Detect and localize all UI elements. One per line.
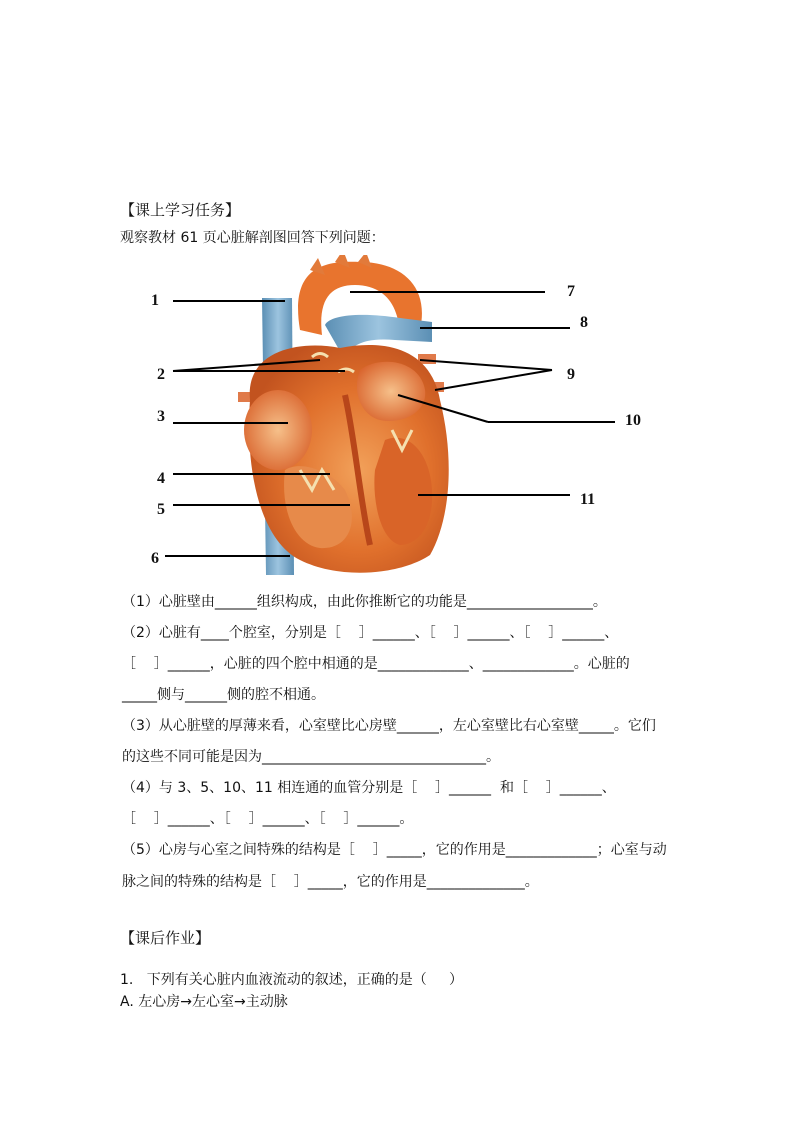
label-5: 5 — [157, 501, 165, 518]
question-4-line-1: （4）与 3、5、10、11 相连通的血管分别是［ ］______ 和［ ］______、 — [122, 780, 616, 796]
label-10: 10 — [625, 412, 641, 429]
section-heading-in-class: 【课上学习任务】 — [120, 201, 241, 219]
label-2: 2 — [157, 366, 165, 383]
question-2-line-3: _____侧与______侧的腔不相通。 — [122, 687, 325, 703]
question-2-line-1: （2）心脏有____个腔室，分别是［ ］______、［ ］______、［ ］______、 — [122, 625, 619, 641]
label-1: 1 — [151, 292, 159, 309]
homework-question-1: 1. 下列有关心脏内血液流动的叙述，正确的是（ ） — [120, 972, 463, 988]
question-1: （1）心脏壁由______组织构成，由此你推断它的功能是__________________。 — [122, 594, 607, 610]
label-11: 11 — [580, 491, 596, 508]
label-4: 4 — [157, 470, 165, 487]
section-heading-homework: 【课后作业】 — [120, 929, 211, 947]
question-5-line-1: （5）心房与心室之间特殊的结构是［ ］_____，它的作用是_____________；心室与动 — [122, 842, 667, 858]
intro-text: 观察教材 61 页心脏解剖图回答下列问题： — [120, 230, 385, 246]
label-3: 3 — [157, 408, 165, 425]
label-6: 6 — [151, 550, 159, 567]
question-5-line-2: 脉之间的特殊的结构是［ ］_____，它的作用是______________。 — [122, 874, 539, 890]
heart-diagram — [140, 255, 660, 585]
question-3-line-1: （3）从心脏壁的厚薄来看，心室壁比心房壁______，左心室壁比右心室壁_____。它们 — [122, 718, 656, 734]
question-3-line-2: 的这些不同可能是因为________________________________。 — [122, 749, 500, 765]
question-4-line-2: ［ ］______、［ ］______、［ ］______。 — [122, 811, 414, 827]
label-7: 7 — [567, 283, 575, 300]
homework-option-a: A. 左心房→左心室→主动脉 — [120, 994, 288, 1010]
label-9: 9 — [567, 366, 575, 383]
question-2-line-2: ［ ］______，心脏的四个腔中相通的是_____________、_____________。心脏的 — [122, 656, 630, 672]
label-8: 8 — [580, 314, 588, 331]
